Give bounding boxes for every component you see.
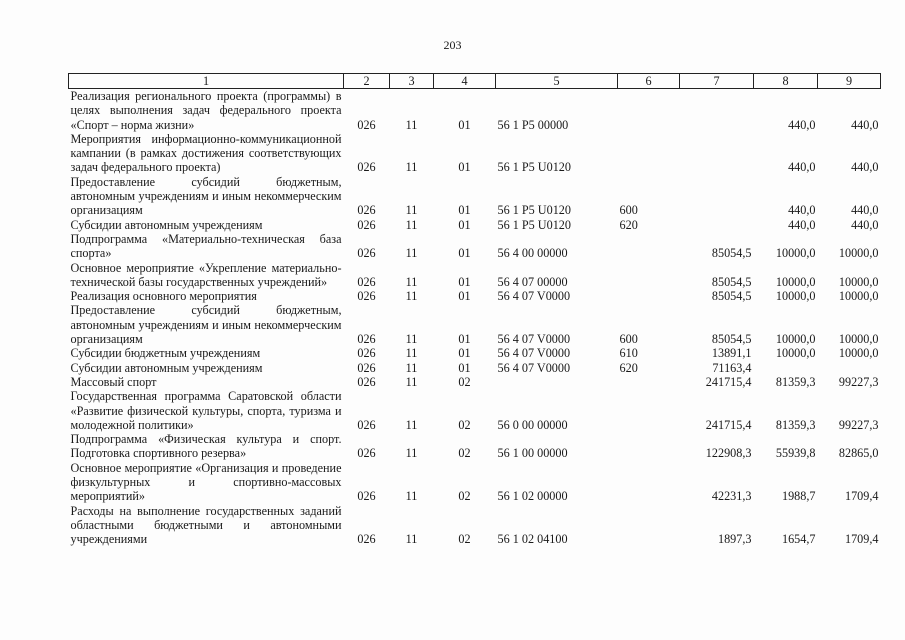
expense-type-code — [618, 289, 680, 303]
table-row — [69, 303, 881, 346]
amount-col-9: 10000,0 — [838, 346, 879, 361]
amount-col-7: 85054,5 — [711, 246, 752, 261]
subsection-code: 01 — [458, 274, 471, 289]
amount-col-9: 440,0 — [851, 117, 879, 132]
row-name: Основное мероприятие «Организация и проведение физкультурных и спортивно-массовых мероприятий» — [70, 460, 342, 504]
subsection-code: 02 — [458, 446, 471, 461]
amount-col-7: 71163,4 — [712, 360, 752, 375]
amount-col-8: 440,0 — [788, 160, 816, 175]
ministry-code: 026 — [357, 332, 376, 347]
amount-col-8: 55939,8 — [775, 446, 816, 461]
target-article-code: 56 1 P5 U0120 — [497, 160, 571, 175]
amount-col-9: 10000,0 — [838, 289, 879, 304]
row-name: Расходы на выполнение государственных заданий областными бюджетными и автономными учреждениями — [70, 503, 342, 547]
amount-col-9: 82865,0 — [838, 446, 879, 461]
section-code: 11 — [405, 417, 418, 432]
expense-type-code — [618, 232, 680, 261]
ministry-code: 026 — [357, 160, 376, 175]
amount-col-9: 440,0 — [851, 203, 879, 218]
target-article-code — [496, 375, 618, 389]
amount-col-8: 1654,7 — [781, 532, 816, 547]
column-header-7: 7 — [680, 74, 754, 89]
subsection-code: 01 — [458, 332, 471, 347]
amount-col-9: 99227,3 — [838, 417, 879, 432]
amount-col-7: 122908,3 — [705, 446, 752, 461]
target-article-code: 56 1 P5 U0120 — [497, 203, 571, 218]
amount-col-9: 440,0 — [851, 160, 879, 175]
section-code: 11 — [405, 246, 418, 261]
table-row — [69, 432, 881, 461]
header-row — [69, 74, 881, 89]
row-name: Субсидии автономным учреждениям — [70, 217, 263, 232]
amount-col-7 — [680, 218, 754, 232]
ministry-code: 026 — [357, 489, 376, 504]
row-name: Государственная программа Саратовской области «Развитие физической культуры, спорта, туризма и молодежной политики» — [70, 389, 342, 432]
target-article-code: 56 1 P5 00000 — [497, 117, 569, 132]
target-article-code: 56 4 07 V0000 — [497, 346, 571, 361]
column-header-8: 8 — [754, 74, 818, 89]
column-header-9: 9 — [818, 74, 881, 89]
expense-type-code — [618, 89, 680, 132]
target-article-code: 56 4 00 00000 — [497, 246, 568, 261]
ministry-code: 026 — [357, 203, 376, 218]
table-row — [69, 375, 881, 389]
row-name: Основное мероприятие «Укрепление материально-технической базы государственных учреждений» — [70, 260, 342, 289]
section-code: 11 — [405, 374, 418, 389]
amount-col-9: 10000,0 — [838, 274, 879, 289]
subsection-code: 01 — [458, 246, 471, 261]
ministry-code: 026 — [357, 217, 376, 232]
target-article-code: 56 1 02 04100 — [497, 532, 568, 547]
amount-col-9: 1709,4 — [844, 489, 879, 504]
expense-type-code — [618, 504, 680, 547]
ministry-code: 026 — [357, 246, 376, 261]
amount-col-7: 42231,3 — [711, 489, 752, 504]
expense-type-code — [618, 389, 680, 432]
expense-type-code — [618, 132, 680, 175]
amount-col-7: 241715,4 — [705, 417, 752, 432]
amount-col-9: 440,0 — [851, 217, 879, 232]
expense-type-code — [618, 432, 680, 461]
row-name: Реализация регионального проекта (программы) в целях выполнения задач федерального проекта «Спорт – норма жизни» — [70, 89, 342, 132]
amount-col-7: 85054,5 — [711, 332, 752, 347]
section-code: 11 — [405, 532, 418, 547]
ministry-code: 026 — [357, 274, 376, 289]
table-row — [69, 132, 881, 175]
target-article-code: 56 1 00 00000 — [497, 446, 568, 461]
amount-col-8: 81359,3 — [775, 374, 816, 389]
amount-col-8 — [754, 361, 818, 375]
subsection-code: 01 — [458, 117, 471, 132]
row-name: Субсидии автономным учреждениям — [70, 360, 263, 375]
section-code: 11 — [405, 446, 418, 461]
amount-col-8: 440,0 — [788, 217, 816, 232]
subsection-code: 02 — [458, 417, 471, 432]
table-row — [69, 175, 881, 218]
subsection-code: 01 — [458, 346, 471, 361]
table-row — [69, 289, 881, 303]
table-row — [69, 461, 881, 504]
section-code: 11 — [405, 274, 418, 289]
table-row — [69, 232, 881, 261]
amount-col-7: 1897,3 — [717, 532, 752, 547]
row-name: Массовый спорт — [70, 374, 157, 389]
target-article-code: 56 4 07 V0000 — [497, 289, 571, 304]
section-code: 11 — [405, 203, 418, 218]
target-article-code: 56 4 07 00000 — [497, 274, 568, 289]
subsection-code: 02 — [458, 489, 471, 504]
table-row — [69, 346, 881, 360]
column-header-6: 6 — [618, 74, 680, 89]
expense-type-code: 620 — [619, 360, 638, 375]
subsection-code: 01 — [458, 160, 471, 175]
amount-col-8: 10000,0 — [775, 346, 816, 361]
amount-col-8: 10000,0 — [775, 274, 816, 289]
column-header-2: 2 — [344, 74, 390, 89]
row-name: Предоставление субсидий бюджетным, автономным учреждениям и иным некоммерческим организациям — [70, 303, 342, 347]
subsection-code: 02 — [458, 532, 471, 547]
target-article-code: 56 1 02 00000 — [497, 489, 568, 504]
row-name: Мероприятия информационно-коммуникационной кампании (в рамках достижения соответствующих задач федерального проекта) — [70, 131, 342, 175]
expense-type-code — [618, 261, 680, 290]
ministry-code: 026 — [357, 532, 376, 547]
table-body — [69, 89, 881, 547]
subsection-code: 02 — [458, 374, 471, 389]
amount-col-9: 99227,3 — [838, 374, 879, 389]
section-code: 11 — [405, 289, 418, 304]
amount-col-8: 440,0 — [788, 117, 816, 132]
expense-type-code: 600 — [619, 332, 638, 347]
row-name: Субсидии бюджетным учреждениям — [70, 346, 261, 361]
amount-col-8: 10000,0 — [775, 332, 816, 347]
row-name: Подпрограмма «Материально-техническая база спорта» — [70, 231, 342, 261]
table-row — [69, 361, 881, 375]
subsection-code: 01 — [458, 360, 471, 375]
target-article-code: 56 4 07 V0000 — [497, 360, 571, 375]
amount-col-7: 13891,1 — [711, 346, 752, 361]
expense-type-code — [618, 461, 680, 504]
ministry-code: 026 — [357, 346, 376, 361]
section-code: 11 — [405, 332, 418, 347]
target-article-code: 56 1 P5 U0120 — [497, 217, 571, 232]
amount-col-8: 81359,3 — [775, 417, 816, 432]
section-code: 11 — [405, 117, 418, 132]
amount-col-7 — [680, 175, 754, 218]
ministry-code: 026 — [357, 374, 376, 389]
expense-type-code: 610 — [619, 346, 638, 361]
row-name: Реализация основного мероприятия — [70, 289, 257, 304]
row-name: Предоставление субсидий бюджетным, автономным учреждениям и иным некоммерческим организациям — [70, 174, 342, 218]
section-code: 11 — [405, 360, 418, 375]
subsection-code: 01 — [458, 289, 471, 304]
target-article-code: 56 4 07 V0000 — [497, 332, 571, 347]
ministry-code: 026 — [357, 417, 376, 432]
amount-col-7: 241715,4 — [705, 374, 752, 389]
section-code: 11 — [405, 217, 418, 232]
column-header-4: 4 — [434, 74, 496, 89]
ministry-code: 026 — [357, 446, 376, 461]
column-header-1: 1 — [69, 74, 344, 89]
column-header-5: 5 — [496, 74, 618, 89]
amount-col-8: 10000,0 — [775, 246, 816, 261]
amount-col-8: 1988,7 — [781, 489, 816, 504]
row-name: Подпрограмма «Физическая культура и спорт. Подготовка спортивного резерва» — [70, 432, 342, 461]
page-number: 203 — [443, 38, 462, 52]
expense-type-code: 600 — [619, 203, 638, 218]
amount-col-7 — [680, 89, 754, 132]
amount-col-9: 10000,0 — [838, 246, 879, 261]
amount-col-9: 1709,4 — [844, 532, 879, 547]
table-row — [69, 504, 881, 547]
amount-col-7: 85054,5 — [711, 289, 752, 304]
amount-col-7 — [680, 132, 754, 175]
amount-col-7: 85054,5 — [711, 274, 752, 289]
expense-type-code — [618, 375, 680, 389]
subsection-code: 01 — [458, 203, 471, 218]
ministry-code: 026 — [357, 289, 376, 304]
section-code: 11 — [405, 489, 418, 504]
table-row — [69, 89, 881, 132]
table-row — [69, 218, 881, 232]
column-header-3: 3 — [390, 74, 434, 89]
table-row — [69, 261, 881, 290]
amount-col-8: 440,0 — [788, 203, 816, 218]
amount-col-9 — [818, 361, 881, 375]
amount-col-8: 10000,0 — [775, 289, 816, 304]
subsection-code: 01 — [458, 217, 471, 232]
ministry-code: 026 — [357, 117, 376, 132]
budget-table — [68, 73, 881, 547]
section-code: 11 — [405, 160, 418, 175]
section-code: 11 — [405, 346, 418, 361]
expense-type-code: 620 — [619, 217, 638, 232]
target-article-code: 56 0 00 00000 — [497, 417, 568, 432]
amount-col-9: 10000,0 — [838, 332, 879, 347]
table-row — [69, 389, 881, 432]
ministry-code: 026 — [357, 360, 376, 375]
